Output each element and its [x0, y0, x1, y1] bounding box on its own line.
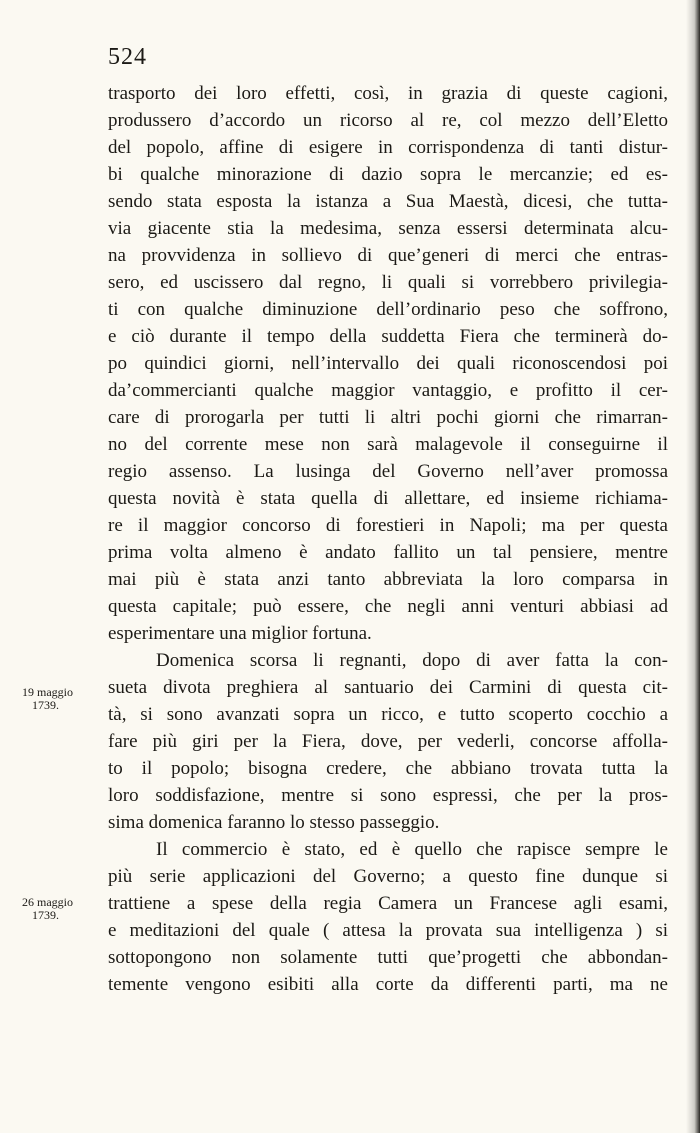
text-line: da’commercianti qualche maggior vantaggio, e profitto il cer- — [108, 380, 668, 401]
paragraph-19-maggio — [108, 647, 668, 836]
text-line: Il commercio è stato, ed è quello che rapisce sempre le — [156, 839, 668, 860]
text-line: e ciò durante il tempo della suddetta Fiera che terminerà do- — [108, 326, 668, 347]
margin-note-year: 1739. — [32, 908, 59, 922]
paragraph-continuation — [108, 80, 668, 647]
text-line: e meditazioni del quale ( attesa la provata sua intelligenza ) si — [108, 920, 668, 941]
text-line: po quindici giorni, nell’intervallo dei quali riconoscendosi poi — [108, 353, 668, 374]
text-line: trattiene a spese della regia Camera un Francese agli esami, — [108, 893, 668, 914]
text-line: prima volta almeno è andato fallito un tal pensiere, mentre — [108, 542, 668, 563]
text-line: più serie applicazioni del Governo; a questo fine dunque si — [108, 866, 668, 887]
text-line: tà, si sono avanzati sopra un ricco, e tutto scoperto cocchio a — [108, 704, 668, 725]
paragraph-26-maggio — [108, 836, 668, 998]
text-line: sero, ed uscissero dal regno, li quali si vorrebbero privilegia- — [108, 272, 668, 293]
text-line: bi qualche minorazione di dazio sopra le mercanzie; ed es- — [108, 164, 668, 185]
margin-note-day: 19 maggio — [22, 685, 73, 699]
text-line: temente vengono esibiti alla corte da differenti parti, ma ne — [108, 974, 668, 995]
body-text — [108, 80, 668, 998]
text-line: care di prorogarla per tutti li altri pochi giorni che rimarran- — [108, 407, 668, 428]
margin-note-date — [22, 686, 106, 712]
text-line: fare più giri per la Fiera, dove, per vederli, concorse affolla- — [108, 731, 668, 752]
text-line: ti con qualche diminuzione dell’ordinario peso che soffrono, — [108, 299, 668, 320]
text-line: sottopongono non solamente tutti que’progetti che abbondan- — [108, 947, 668, 968]
text-line: loro soddisfazione, mentre si sono espressi, che per la pros- — [108, 785, 668, 806]
text-line: mai più è stata anzi tanto abbreviata la loro comparsa in — [108, 569, 668, 590]
text-line: via giacente stia la medesima, senza essersi determinata alcu- — [108, 218, 668, 239]
margin-note-day: 26 maggio — [22, 895, 73, 909]
page-number: 524 — [108, 44, 147, 70]
text-line: regio assenso. La lusinga del Governo nell’aver promossa — [108, 461, 668, 482]
margin-note-year: 1739. — [32, 698, 59, 712]
text-line: del popolo, affine di esigere in corrispondenza di tanti distur- — [108, 137, 668, 158]
text-line: no del corrente mese non sarà malagevole il conseguirne il — [108, 434, 668, 455]
text-line: re il maggior concorso di forestieri in Napoli; ma per questa — [108, 515, 668, 536]
text-line: questa novità è stata quella di allettare, ed insieme richiama- — [108, 488, 668, 509]
text-line: na provvidenza in sollievo di que’generi di merci che entras- — [108, 245, 668, 266]
text-line: sima domenica faranno lo stesso passeggio. — [108, 812, 440, 833]
text-line: produssero d’accordo un ricorso al re, col mezzo dell’Eletto — [108, 110, 668, 131]
text-line: esperimentare una miglior fortuna. — [108, 623, 372, 644]
page-edge-shadow — [686, 0, 700, 1133]
text-line: sendo stata esposta la istanza a Sua Maestà, dicesi, che tutta- — [108, 191, 668, 212]
margin-note-date — [22, 896, 106, 922]
text-line: to il popolo; bisogna credere, che abbiano trovata tutta la — [108, 758, 668, 779]
text-line: Domenica scorsa li regnanti, dopo di aver fatta la con- — [156, 650, 668, 671]
text-line: questa capitale; può essere, che negli anni venturi abbiasi ad — [108, 596, 668, 617]
text-line: trasporto dei loro effetti, così, in grazia di queste cagioni, — [108, 83, 668, 104]
text-line: sueta divota preghiera al santuario dei Carmini di questa cit- — [108, 677, 668, 698]
